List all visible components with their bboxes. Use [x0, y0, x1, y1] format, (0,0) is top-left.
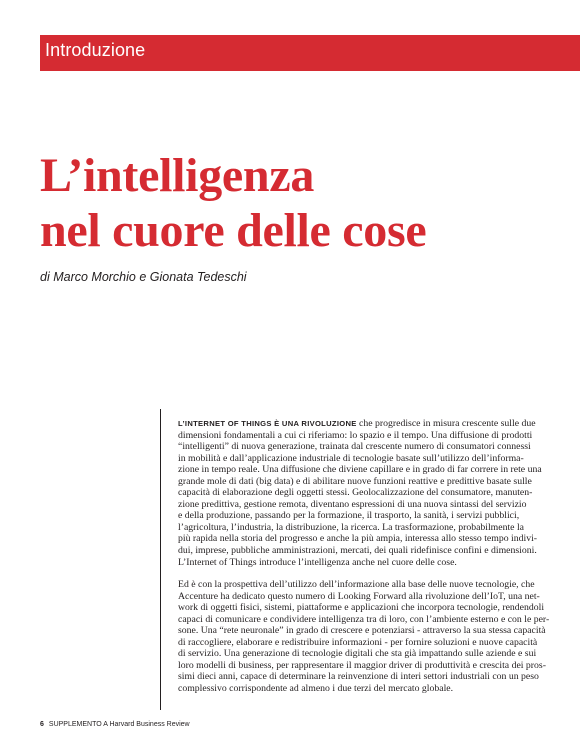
article-body [178, 418, 550, 695]
publication-name: SUPPLEMENTO A Harvard Business Review [48, 721, 190, 728]
paragraph-line: loro modelli di business, per rappresentare il maggior driver di produttività e crescita dei pros- [178, 659, 546, 671]
section-header-bar [40, 35, 580, 71]
paragraph-line-text: che progredisce in misura crescente sulle due [356, 418, 536, 429]
article-title [40, 148, 560, 258]
paragraph-line: in mobilità e dall’applicazione industriale di tecnologie basate sull’utilizzo dell’informa- [178, 452, 524, 464]
paragraph-line: work di oggetti fisici, sistemi, piattaforme e applicazioni che incorpora tecnologie, rendendoli [178, 602, 545, 614]
paragraph-line: e della produzione, passando per la formazione, il trasporto, la sanità, i servizi pubblici, [178, 510, 520, 522]
paragraph-line: dui, imprese, pubbliche amministrazioni, mercati, dei quali ridefinisce confini e dimensioni. [178, 545, 537, 557]
paragraph-line: dimensioni fondamentali a cui ci riferiamo: lo spazio e il tempo. Una diffusione di prodotti [178, 429, 533, 441]
lead-in: L’INTERNET OF THINGS È UNA RIVOLUZIONE [178, 419, 357, 428]
paragraph-1 [178, 418, 540, 568]
column-rule [160, 409, 161, 710]
paragraph-spacer [178, 568, 540, 579]
article-title-line: nel cuore delle cose [40, 204, 427, 257]
paragraph-line: capacità di elaborazione degli oggetti stessi. Geolocalizzazione del consumatore, manuten- [178, 487, 533, 499]
paragraph-line: sone. Una “rete neuronale” in grado di crescere e potenziarsi - attraverso la sua stessa capacità [178, 625, 546, 637]
paragraph-line: più rapida nella storia del progresso e anche la più ampia, interessa allo stesso tempo indivi- [178, 533, 538, 545]
paragraph-line: simi dieci anni, capace di determinare la reinvenzione di interi settori industriali con un peso [178, 671, 539, 683]
paragraph-line: l’agricoltura, l’industria, la distribuzione, la ricerca. La trasformazione, probabilmente la [178, 521, 524, 533]
paragraph-line: complessivo corrispondente ad almeno i due terzi del mercato globale. [178, 683, 454, 695]
page-footer [40, 721, 190, 728]
paragraph-line: Accenture ha dedicato questo numero di Looking Forward alla rivoluzione dell’IoT, una net- [178, 590, 540, 602]
paragraph-line [178, 418, 540, 430]
paragraph-line: di raccogliere, elaborare e redistribuire informazioni - per fornire soluzioni e nuove capacità [178, 636, 538, 648]
paragraph-line: zione in tempo reale. Una diffusione che diviene capillare e in grado di far correre in rete una [178, 464, 542, 476]
paragraph-line: di servizio. Una generazione di tecnologie digitali che sta già impattando sulle aziende e sui [178, 648, 537, 660]
paragraph-line: zione predittiva, gestione remota, diventano espressioni di una nuova sintassi del servizio [178, 498, 527, 510]
article-title-line: L’intelligenza [40, 149, 315, 202]
section-label: Introduzione [45, 40, 146, 60]
article-byline: di Marco Morchio e Gionata Tedeschi [40, 270, 247, 284]
page-number: 6 [40, 721, 44, 728]
paragraph-2 [178, 579, 550, 695]
paragraph-line: “intelligenti” di nuova generazione, trainata dal crescente numero di consumatori connessi [178, 441, 531, 453]
paragraph-line: grande mole di dati (big data) e di abilitare nuove funzioni reattive e predittive basate sulle [178, 475, 532, 487]
paragraph-line: capaci di comunicare e condividere intelligenza tra di loro, con l’ambiente esterno e con le per- [178, 613, 550, 625]
paragraph-line: L’Internet of Things introduce l’intelligenza anche nel cuore delle cose. [178, 556, 457, 568]
paragraph-line: Ed è con la prospettiva dell’utilizzo dell’informazione alla base delle nuove tecnologie, che [178, 579, 535, 591]
